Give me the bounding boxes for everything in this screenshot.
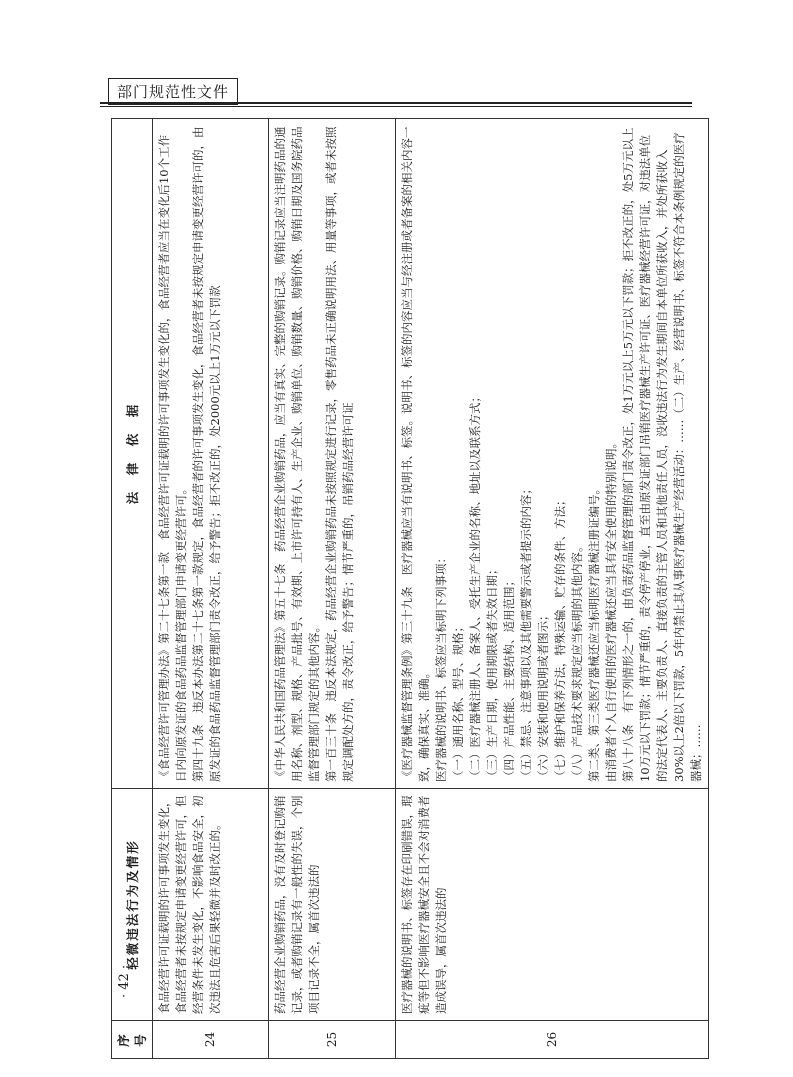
row-seq: 25 — [269, 1021, 396, 1059]
row-legal-basis — [269, 119, 396, 789]
basis-paragraph: 《医疗器械监督管理条例》第三十九条 医疗器械应当有说明书、标签。说明书、标签的内容应当与经注册或者备案的相关内容一致，确保真实、准确。 — [400, 126, 431, 782]
basis-paragraph: 由消费者个人自行使用的医疗器械还应当具有安全使用的特别说明。 — [604, 437, 618, 782]
rotated-table-container — [111, 118, 703, 1059]
row-violation: 药品经营企业购销药品，没有及时登记购销记录，或者购销记录有一般性的失误，个别项目记录不全，属首次违法的 — [269, 789, 396, 1021]
table-row — [269, 119, 396, 1059]
regulation-table-frame — [111, 118, 703, 1059]
row-seq: 24 — [153, 1021, 269, 1059]
header-rule-thick — [100, 102, 692, 104]
header-rule-thin — [100, 106, 692, 107]
header-seq: 序号 — [112, 1021, 153, 1059]
page-number: · 42 · — [117, 964, 132, 998]
header-violation: 轻微违法行为及情形 — [112, 789, 153, 1021]
row-legal-basis — [396, 119, 709, 789]
basis-paragraph: （七）维护和保养方法，特殊运输、贮存的条件、方法； — [553, 494, 567, 782]
table-header-row — [112, 119, 153, 1059]
basis-paragraph: （六）安装和使用说明或者图示； — [536, 609, 550, 782]
basis-paragraph: 第一百三十条 违反本法规定，药品经营企业购销药品未按照规定进行记录，零售药品未正确说明用法、用量等事项，或者未按照规定调配处方的，责令改正，给予警告；情节严重的，吊销药品经营许可证 — [324, 126, 355, 782]
document-section-header: 部门规范性文件 — [108, 78, 238, 105]
basis-paragraph: （一）通用名称、型号、规格； — [451, 621, 465, 782]
row-legal-basis — [153, 119, 269, 789]
table-row — [396, 119, 709, 1059]
basis-paragraph: 第八十八条 有下列情形之一的，由负责药品监督管理的部门责令改正，处1万元以上5万元以下罚款；拒不改正的，处5万元以上10万元以下罚款；情节严重的，责令停产停业，直至由原发证部门吊销医疗器械生产许可证、医疗器械经营许可证，对违法单位的法定代表人、主要负责人、直接负责的主管人员和其他责任人员，没收违法行为发生期间自本单位所获收入，并处所获收入30%以上2倍以下罚款，5年内禁止其从事医疗器械生产经营活动：……（二）生产、经营说明书、标签不符合本条例规定的医疗器械；…… — [621, 127, 703, 782]
basis-paragraph: 医疗器械的说明书、标签应当标明下列事项： — [434, 552, 448, 782]
basis-paragraph: （五）禁忌、注意事项以及其他需要警示或者提示的内容； — [519, 483, 533, 782]
row-violation: 食品经营许可证载明的许可事项发生变化，食品经营者未按规定申请变更经营许可，但经营条件未发生变化，不影响食品安全，初次违法且危害后果轻微并及时改正的。 — [153, 789, 269, 1021]
regulation-table — [111, 118, 709, 1059]
basis-paragraph: （四）产品性能、主要结构、适用范围； — [502, 575, 516, 782]
basis-paragraph: 《中华人民共和国药品管理法》第五十七条 药品经营企业购销药品，应当有真实、完整的购销记录。购销记录应当注明药品的通用名称、剂型、规格、产品批号、有效期、上市许可持有人、生产企业、购销单位、购销数量、购销价格、购销日期及国务院药品监督管理部门规定的其他内容。 — [273, 126, 321, 782]
basis-paragraph: （二）医疗器械注册人、备案人、受托生产企业的名称、地址以及联系方式； — [468, 391, 482, 782]
row-violation: 医疗器械的说明书、标签存在印刷错误，瑕疵等但不影响医疗器械安全且不会对消费者造成误导，属首次违法的 — [396, 789, 709, 1021]
header-legal-basis: 法 律 依 据 — [112, 119, 153, 789]
basis-paragraph: 《食品经营许可管理办法》第二十七条第一款 食品经营许可证载明的许可事项发生变化的，食品经营者应当在变化后10个工作日内向原发证的食品药品监督管理部门申请变更经营许可。 — [157, 134, 188, 782]
basis-paragraph: 第四十九条 违反本办法第二十七条第一款规定，食品经营者的许可事项发生变化，食品经营者未按规定申请变更经营许可的，由原发证的食品药品监督管理部门责令改正，给予警告；拒不改正的，处2000元以上1万元以下罚款 — [191, 126, 222, 782]
basis-paragraph: 第二类、第三类医疗器械还应当标明医疗器械注册证编号。 — [587, 483, 601, 782]
basis-paragraph: （八）产品技术要求规定应当标明的其他内容。 — [570, 540, 584, 782]
table-row — [153, 119, 269, 1059]
basis-paragraph: （三）生产日期，使用期限或者失效日期； — [485, 563, 499, 782]
row-seq: 26 — [396, 1021, 709, 1059]
